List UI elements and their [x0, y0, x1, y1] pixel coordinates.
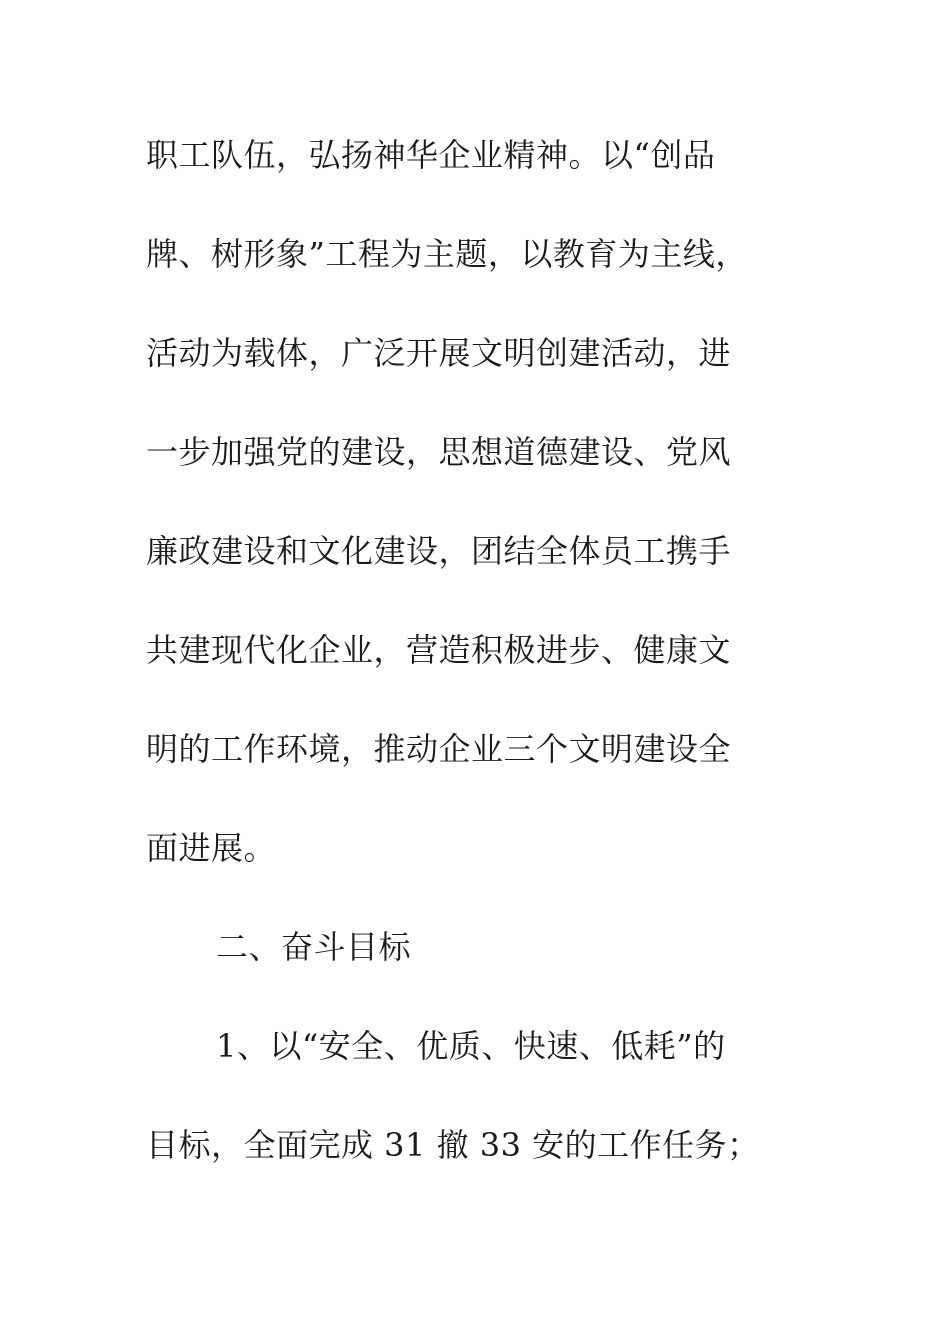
paragraph-line: 明的工作环境，推动企业三个文明建设全 — [146, 730, 732, 768]
paragraph-line: 廉政建设和文化建设，团结全体员工携手 — [146, 532, 732, 570]
section-heading: 二、奋斗目标 — [216, 928, 412, 966]
paragraph-line: 牌、树形象”工程为主题，以教育为主线， — [146, 235, 748, 273]
paragraph-line: 一步加强党的建设，思想道德建设、党风 — [146, 433, 732, 471]
paragraph-line: 共建现代化企业，营造积极进步、健康文 — [146, 631, 732, 669]
list-item-line: 目标，全面完成 31 撤 33 安的工作任务； — [146, 1126, 760, 1164]
paragraph-line: 活动为载体，广泛开展文明创建活动，进 — [146, 334, 732, 372]
paragraph-line: 面进展。 — [146, 829, 277, 867]
paragraph-line: 职工队伍，弘扬神华企业精神。以“创品 — [146, 136, 716, 174]
list-item-line: 1、以“安全、优质、快速、低耗”的 — [216, 1027, 726, 1065]
document-body — [146, 125, 806, 1214]
